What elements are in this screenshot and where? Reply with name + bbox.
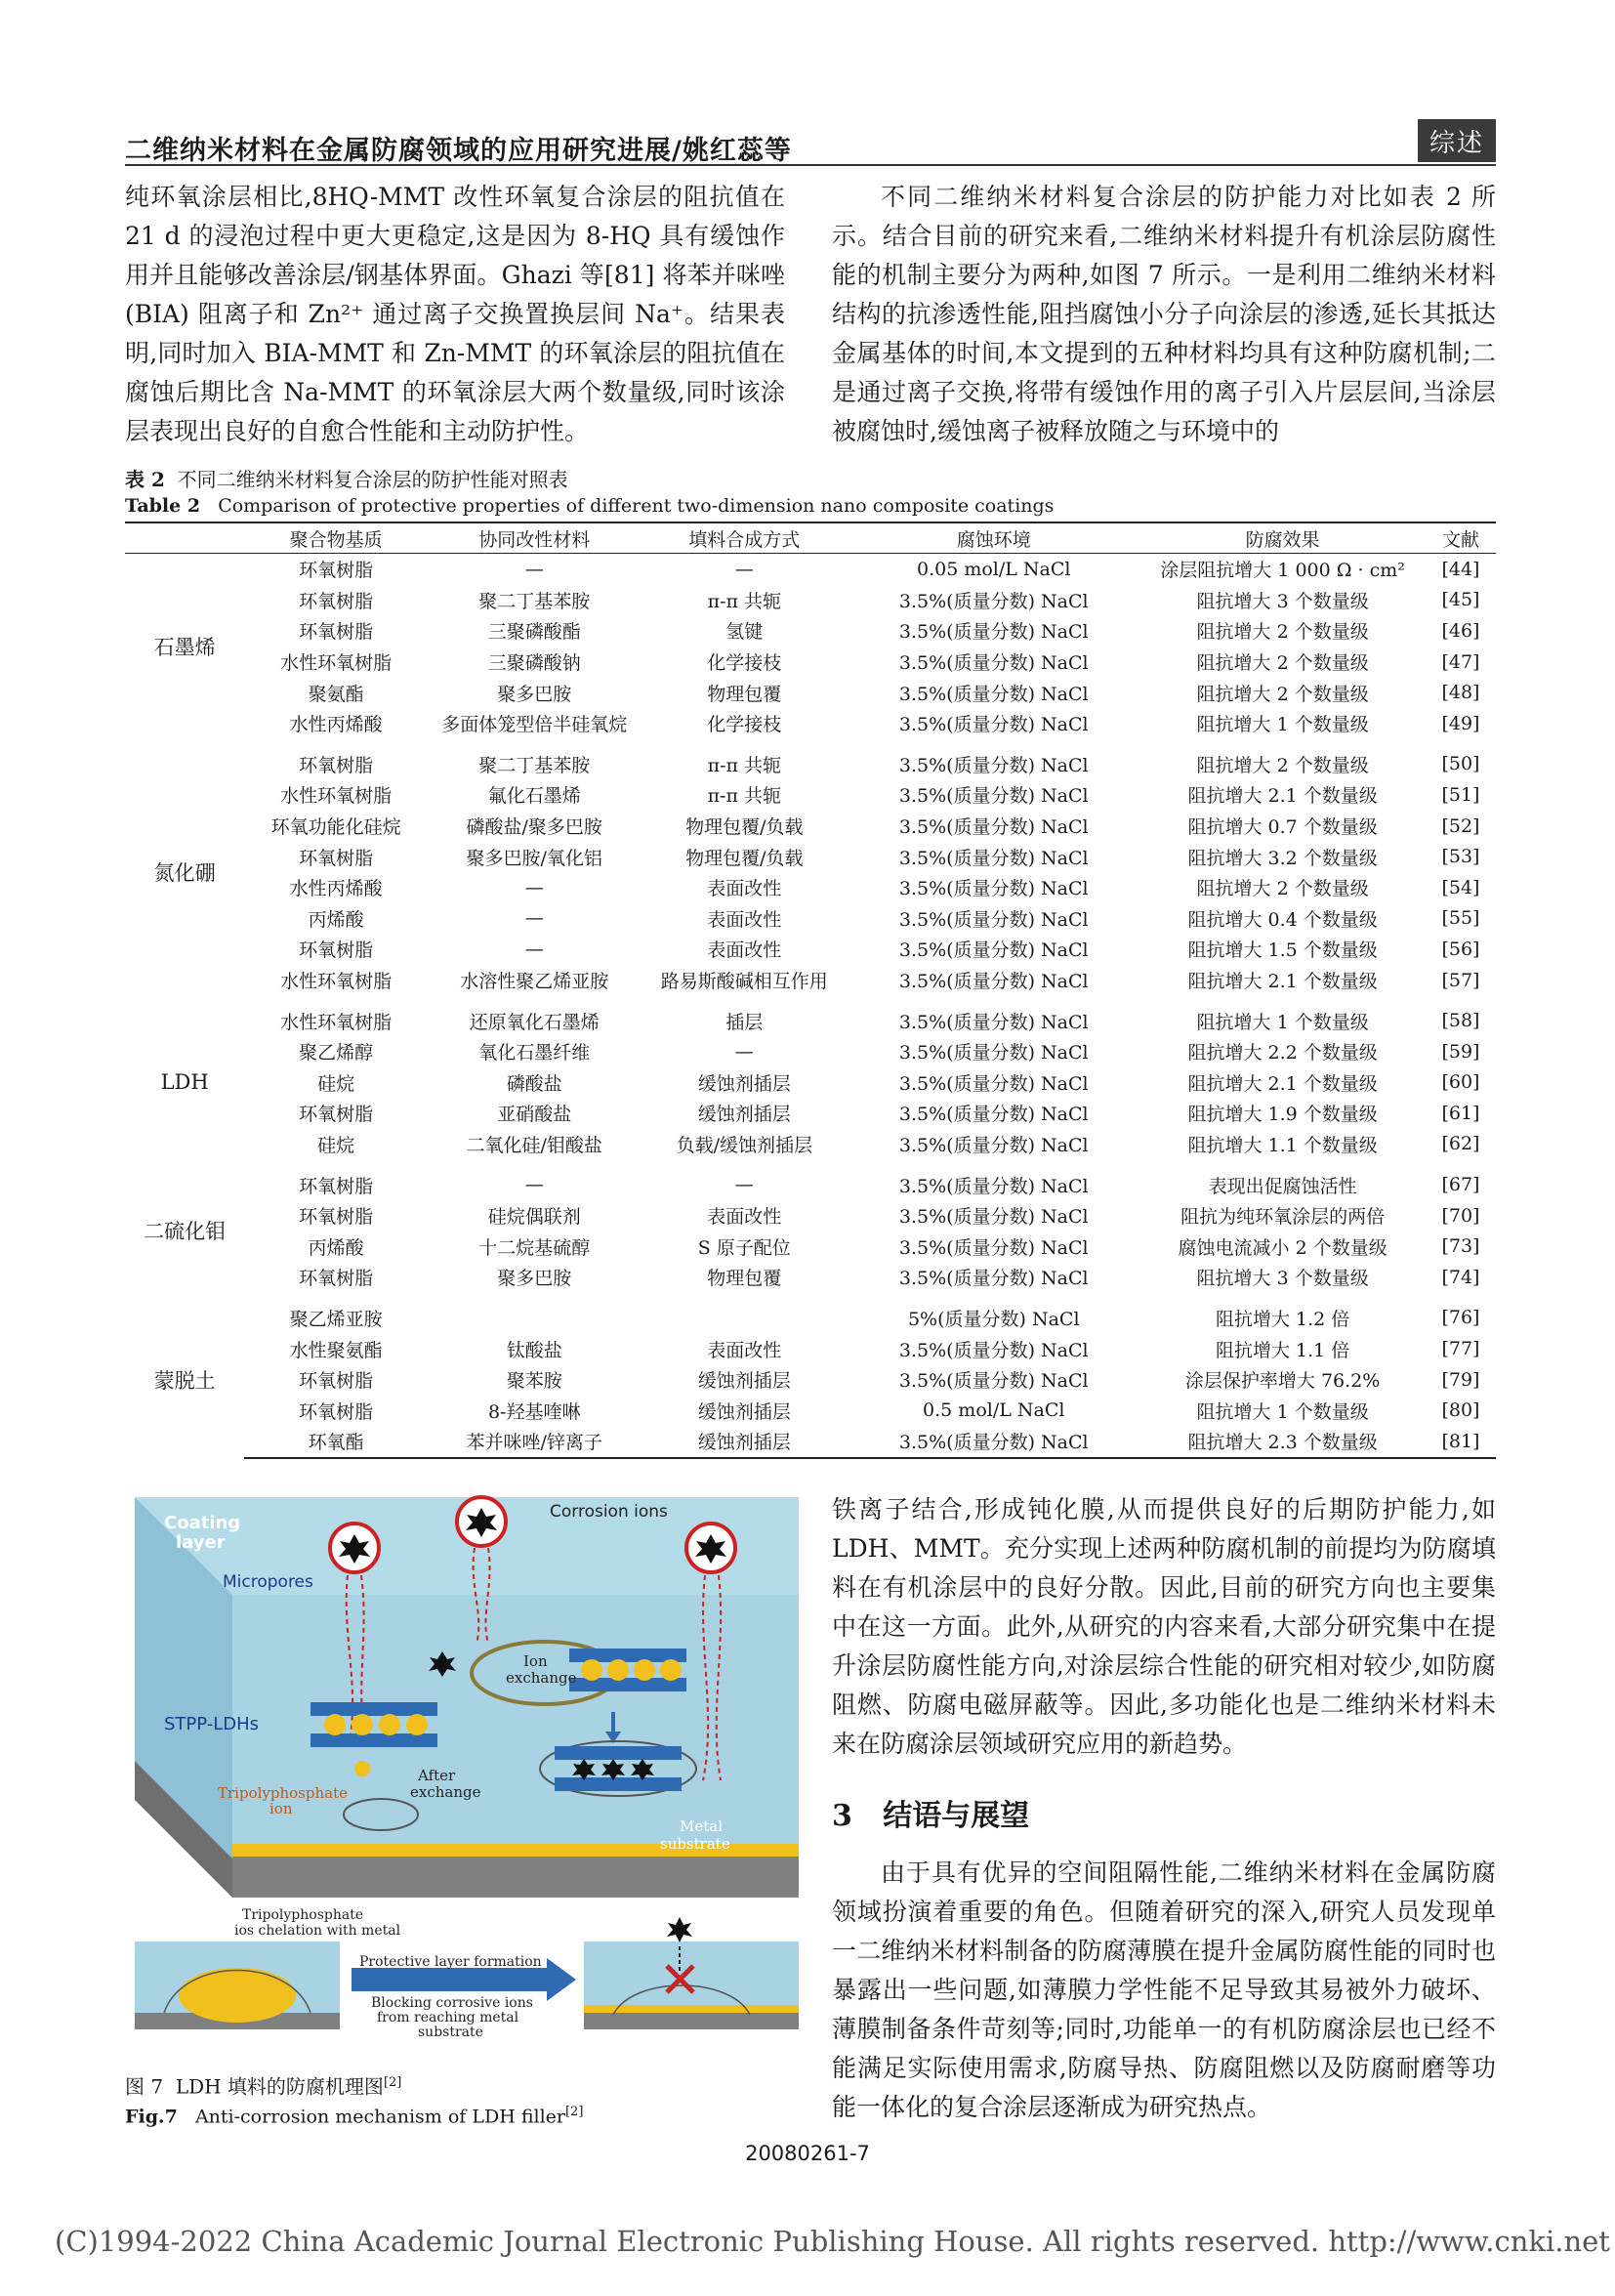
table-group-label: 蒙脱土: [153, 1369, 216, 1394]
table-cell: [58]: [1441, 1010, 1480, 1032]
table-cell: 3.5%(质量分数) NaCl: [898, 754, 1089, 776]
table-cell: 环氧树脂: [299, 1104, 374, 1126]
table-cell: 氟化石墨烯: [487, 785, 581, 808]
table-cell: 阻抗增大 1.1 倍: [1215, 1339, 1350, 1361]
table-group-label: 氮化硼: [153, 860, 216, 885]
table-cell: —: [524, 876, 544, 898]
table-cell: 化学接枝: [707, 714, 782, 736]
right-top-text: 不同二维纳米材料复合涂层的防护能力对比如表 2 所示。结合目前的研究来看,二维纳米材料提升有机涂层防腐性能的机制主要分为两种,如图 7 所示。一是利用二维纳米材料结构的抗渗透性能,阻挡腐蚀小分子向涂层的渗透,延长其抵达金属基体的时间,本文提到的五种材料均具有这种防腐机制;二是通过离子交换,将带有缓蚀作用的离子引入片层层间,当涂层被腐蚀时,缓蚀离子被释放随之与环境中的: [832, 183, 1496, 445]
table-cell: 3.5%(质量分数) NaCl: [898, 683, 1089, 705]
table-cell: —: [524, 558, 544, 580]
figure-caption-en-label: Fig.7: [125, 2106, 178, 2128]
table-cell: 3.5%(质量分数) NaCl: [898, 652, 1089, 675]
table-cell: [641, 1293, 848, 1334]
label-after-exchange-1: After: [418, 1767, 456, 1784]
table-cell: 水性环氧树脂: [280, 652, 393, 675]
figure-caption-en-ref: [2]: [564, 2105, 584, 2119]
table-cell: 水性聚氨酯: [289, 1339, 383, 1361]
label-tripoly-ion-2: ion: [269, 1800, 293, 1817]
table-row: [125, 554, 1496, 585]
table-cell: 阻抗增大 2.3 个数量级: [1139, 1426, 1426, 1458]
table-cell: 3.5%(质量分数) NaCl: [898, 621, 1089, 644]
table-cell: [54]: [1441, 876, 1480, 898]
table-cell: 环氧功能化硅烷: [270, 816, 401, 839]
table-cell: [76]: [1441, 1307, 1480, 1329]
table-cell: 聚乙烯亚胺: [289, 1308, 383, 1330]
panel-chelation: [135, 1941, 340, 2029]
table-cell: 3.5%(质量分数) NaCl: [898, 878, 1089, 900]
table-cell: 聚苯胺: [506, 1370, 562, 1393]
label-metal-2: substrate: [660, 1835, 730, 1853]
tripolyphosphate-ion-dot: [354, 1761, 370, 1776]
table-cell: [62]: [1441, 1133, 1480, 1155]
table-row: [125, 1262, 1496, 1293]
table-cell: 三聚磷酸酯: [487, 621, 581, 644]
table-cell: 化学接枝: [707, 652, 782, 675]
table-cell: 水溶性聚乙烯亚胺: [460, 971, 609, 993]
table-row: [125, 872, 1496, 903]
label-tripoly-ion-1: Tripolyphosphate: [218, 1784, 348, 1802]
table-cell: —: [734, 558, 754, 580]
table-cell: [47]: [1441, 650, 1480, 673]
header-environment: 腐蚀环境: [848, 522, 1139, 554]
table-row: [125, 903, 1496, 935]
table-header-row: [125, 522, 1496, 554]
table-cell: 表面改性: [707, 1206, 782, 1229]
table-cell: 阻抗增大 2.2 个数量级: [1187, 1042, 1378, 1065]
table-row: [125, 934, 1496, 965]
table-cell: 水性丙烯酸: [289, 878, 383, 900]
table-cell: 3.5%(质量分数) NaCl: [898, 816, 1089, 839]
table-row: [125, 1200, 1496, 1231]
table-cell: 3.5%(质量分数) NaCl: [898, 1236, 1089, 1259]
table-cell: 环氧树脂: [299, 939, 374, 962]
table-cell: [81]: [1426, 1426, 1496, 1458]
table-cell: [46]: [1441, 619, 1480, 642]
table-cell: 磷酸盐/聚多巴胺: [466, 816, 602, 839]
table-cell: [77]: [1441, 1338, 1480, 1360]
table-cell: 腐蚀电流减小 2 个数量级: [1178, 1236, 1387, 1259]
table-group-label: 石墨烯: [153, 635, 216, 659]
table-cell: 阻抗增大 0.7 个数量级: [1187, 816, 1378, 839]
table-cell: π-π 共轭: [707, 754, 781, 776]
right-top-paragraph: [832, 178, 1496, 451]
table-row: [125, 1426, 1496, 1458]
table-cell: 3.5%(质量分数) NaCl: [898, 1104, 1089, 1126]
ldh-stack-top: [569, 1649, 686, 1691]
section-title: 结语与展望: [883, 1799, 1030, 1833]
table-cell: 3.5%(质量分数) NaCl: [898, 1370, 1089, 1393]
section-heading: [832, 1791, 1029, 1834]
table-cell: [428, 1293, 641, 1334]
table-cell: 阻抗增大 2 个数量级: [1196, 878, 1369, 900]
table-cell: 环氧树脂: [299, 847, 374, 869]
table-cell: [73]: [1441, 1235, 1480, 1258]
figure-caption-en-text: Anti-corrosion mechanism of LDH filler: [194, 2106, 565, 2128]
table-caption-en: [125, 493, 1054, 519]
table-row: [125, 585, 1496, 616]
left-top-text: 纯环氧涂层相比,8HQ-MMT 改性环氧复合涂层的阻抗值在 21 d 的浸泡过程中更大更稳定,这是因为 8-HQ 具有缓蚀作用并且能够改善涂层/钢基体界面。Ghazi 等[81] 将苯并咪唑 (BIA) 阻离子和 Zn²⁺ 通过离子交换置换层间 Na⁺。结果表明,同时加入 BIA-MMT 和 Zn-MMT 的环氧涂层的阻抗值在腐蚀后期比含 Na-MMT 的环氧涂层大两个数量级,同时该涂层表现出良好的自愈合性能和主动防护性。: [125, 183, 785, 445]
label-metal-1: Metal: [680, 1817, 724, 1835]
table-cell: 缓蚀剂插层: [697, 1370, 791, 1393]
table-cell: 水性环氧树脂: [280, 971, 393, 993]
figure-7: [125, 1487, 808, 2044]
table-cell: 缓蚀剂插层: [697, 1400, 791, 1423]
table-row: [125, 995, 1496, 1036]
table-cell: [79]: [1441, 1368, 1480, 1391]
table-cell: [49]: [1441, 712, 1480, 734]
table-cell: 阻抗增大 1 个数量级: [1196, 714, 1369, 736]
label-stpp-ldhs: STPP-LDHs: [164, 1714, 260, 1734]
right-bottom-text: 铁离子结合,形成钝化膜,从而提供良好的后期防护能力,如 LDH、MMT。充分实现上述两种防腐机制的前提均为防腐填料在有机涂层中的良好分散。因此,目前的研究方向也主要集中在这一方面。此外,从研究的内容来看,大部分研究集中在提升涂层防腐性能方向,对涂层综合性能的研究相对较少,如防腐阻燃、防腐电磁屏蔽等。因此,多功能化也是二维纳米材料未来在防腐涂层领域研究应用的新趋势。: [832, 1495, 1496, 1758]
table-cell: 表面改性: [707, 908, 782, 931]
table-cell: 水性丙烯酸: [289, 714, 383, 736]
panel-blocked: [584, 1917, 799, 2029]
table-cell: 阻抗为纯环氧涂层的两倍: [1180, 1206, 1386, 1229]
table-cell: 路易斯酸碱相互作用: [660, 971, 828, 993]
table-cell: 阻抗增大 3.2 个数量级: [1187, 847, 1378, 869]
table-cell: [60]: [1441, 1071, 1480, 1094]
table-cell: [57]: [1441, 969, 1480, 991]
table-cell: 阻抗增大 1.9 个数量级: [1187, 1104, 1378, 1126]
table-cell: 十二烷基硫醇: [478, 1236, 591, 1259]
table-cell: [53]: [1441, 846, 1480, 868]
table-cell: 环氧树脂: [299, 1206, 374, 1229]
figure-caption-cn: [125, 2070, 401, 2100]
table-cell: 涂层保护率增大 76.2%: [1184, 1370, 1381, 1393]
section-text: 由于具有优异的空间阻隔性能,二维纳米材料在金属防腐领域扮演着重要的角色。但随着研究的深入,研究人员发现单一二维纳米材料制备的防腐薄膜在提升金属防腐性能的同时也暴露出一些问题,如薄膜力学性能不足导致其易被外力破坏、薄膜制备条件苛刻等;同时,功能单一的有机防腐涂层也已经不能满足实际使用需求,防腐导热、防腐阻燃以及防腐耐磨等功能一体化的复合涂层逐渐成为研究热点。: [832, 1858, 1496, 2121]
table-cell: 阻抗增大 1 个数量级: [1196, 1011, 1369, 1033]
table-cell: [48]: [1441, 682, 1480, 704]
table-group-label: 二硫化钼: [144, 1220, 227, 1244]
table-cell: 3.5%(质量分数) NaCl: [898, 971, 1089, 993]
table-cell: 表现出促腐蚀活性: [1208, 1175, 1357, 1197]
table-cell: π-π 共轭: [707, 785, 781, 808]
table-cell: 阻抗增大 2.1 个数量级: [1187, 1072, 1378, 1095]
table-cell: π-π 共轭: [707, 590, 781, 612]
table-cell: 聚二丁基苯胺: [478, 590, 591, 612]
table-cell: 涂层阻抗增大 1 000 Ω · cm²: [1160, 560, 1405, 582]
table-cell: 阻抗增大 2 个数量级: [1196, 683, 1369, 705]
table-row: [125, 1129, 1496, 1160]
label-micropores: Micropores: [223, 1572, 313, 1592]
table-cell: 亚硝酸盐: [497, 1104, 572, 1126]
table-cell: 0.5 mol/L NaCl: [923, 1399, 1065, 1422]
table-caption-cn-text: 不同二维纳米材料复合涂层的防护性能对照表: [177, 468, 568, 491]
table-row: [125, 1293, 1496, 1334]
table-cell: 3.5%(质量分数) NaCl: [898, 908, 1089, 931]
right-bottom-paragraph: [832, 1490, 1496, 1764]
section-badge: 综述: [1418, 119, 1496, 162]
table-cell: 阻抗增大 2.1 个数量级: [1187, 971, 1378, 993]
table-caption-cn: [125, 467, 568, 492]
table-cell: 环氧树脂: [299, 590, 374, 612]
table-caption-cn-label: 表 2: [125, 468, 165, 491]
table-cell: —: [524, 907, 544, 930]
table-cell: 聚多巴胺/氧化铝: [466, 847, 602, 869]
table-cell: 阻抗增大 2 个数量级: [1196, 652, 1369, 675]
table-cell: 插层: [725, 1011, 764, 1033]
label-blocking-2: from reaching metal: [377, 2010, 519, 2025]
table-cell: 3.5%(质量分数) NaCl: [898, 847, 1089, 869]
table-cell: —: [524, 938, 544, 960]
label-coating-1: Coating: [164, 1513, 241, 1533]
table-row: [125, 1364, 1496, 1396]
table-cell: —: [524, 1174, 544, 1196]
table-cell: [61]: [1441, 1102, 1480, 1124]
table-row: [125, 965, 1496, 996]
table-cell: 物理包覆: [707, 1268, 782, 1290]
table-cell: 阻抗增大 1.5 个数量级: [1187, 939, 1378, 962]
label-chelation-1: Tripolyphosphate: [242, 1907, 364, 1923]
coating-front-face: [232, 1595, 799, 1844]
figure-caption-cn-text: LDH 填料的防腐机理图: [175, 2074, 384, 2099]
table-cell: 3.5%(质量分数) NaCl: [898, 590, 1089, 612]
figure-caption-en: [125, 2100, 583, 2129]
table-cell: 阻抗增大 0.4 个数量级: [1187, 908, 1378, 931]
table-caption-en-text: Comparison of protective properties of different two-dimension nano composite coatings: [218, 495, 1055, 517]
table-cell: [51]: [1441, 783, 1480, 806]
figure-caption-cn-label: 图 7: [125, 2074, 164, 2099]
table-cell: 3.5%(质量分数) NaCl: [848, 1426, 1139, 1458]
label-blocking-3: substrate: [418, 2025, 483, 2040]
table-cell: 8-羟基喹啉: [487, 1400, 581, 1423]
table-row: [125, 677, 1496, 708]
table-cell: 阻抗增大 1.1 个数量级: [1187, 1134, 1378, 1156]
table-cell: 0.05 mol/L NaCl: [917, 558, 1071, 580]
table-cell: 3.5%(质量分数) NaCl: [898, 1206, 1089, 1229]
section-paragraph: [832, 1854, 1496, 2127]
table-group-label: LDH: [160, 1070, 209, 1095]
table-cell: 环氧树脂: [299, 621, 374, 644]
table-row: [125, 708, 1496, 739]
table-row: [125, 615, 1496, 647]
table-cell: 3.5%(质量分数) NaCl: [898, 1339, 1089, 1361]
table-cell: [67]: [1441, 1174, 1480, 1196]
label-after-exchange-2: exchange: [410, 1783, 481, 1801]
left-top-paragraph: [125, 178, 785, 451]
table-cell: 3.5%(质量分数) NaCl: [898, 785, 1089, 808]
table-cell: 聚氨酯: [308, 683, 364, 705]
table-cell: 环氧酯: [244, 1426, 428, 1458]
table-row: [125, 1395, 1496, 1426]
table-cell: 环氧树脂: [299, 1268, 374, 1290]
header-modifier: 协同改性材料: [428, 522, 641, 554]
comparison-table: [125, 522, 1496, 1459]
table-cell: 物理包覆: [707, 683, 782, 705]
table-cell: [56]: [1441, 938, 1480, 960]
table-cell: 苯并咪唑/锌离子: [428, 1426, 641, 1458]
table-cell: [52]: [1441, 814, 1480, 837]
table-cell: 聚二丁基苯胺: [478, 754, 591, 776]
header-group: [125, 522, 244, 554]
table-cell: 阻抗增大 2 个数量级: [1196, 621, 1369, 644]
table-cell: 还原氧化石墨烯: [469, 1011, 600, 1033]
label-ion-exchange-2: exchange: [506, 1669, 577, 1687]
table-cell: 表面改性: [707, 939, 782, 962]
header-reference: 文献: [1426, 522, 1496, 554]
table-cell: S 原子配位: [697, 1236, 791, 1259]
table-cell: 磷酸盐: [506, 1072, 562, 1095]
label-chelation-2: ios chelation with metal: [234, 1923, 401, 1939]
table-cell: 表面改性: [707, 878, 782, 900]
table-row: [125, 1067, 1496, 1099]
table-cell: —: [734, 1040, 754, 1063]
table-cell: 3.5%(质量分数) NaCl: [898, 714, 1089, 736]
table-cell: 缓蚀剂插层: [697, 1072, 791, 1095]
ldh-mechanism-diagram: [125, 1487, 808, 2044]
table-cell: 三聚磷酸钠: [487, 652, 581, 675]
table-cell: [55]: [1441, 907, 1480, 930]
table-cell: 阻抗增大 3 个数量级: [1196, 590, 1369, 612]
table-cell: [70]: [1441, 1204, 1480, 1227]
table-cell: 阻抗增大 2.1 个数量级: [1187, 785, 1378, 808]
table-cell: [80]: [1441, 1399, 1480, 1422]
table-cell: [59]: [1441, 1040, 1480, 1063]
metal-substrate: [232, 1857, 799, 1898]
table-cell: [45]: [1441, 589, 1480, 611]
table-cell: 环氧树脂: [299, 1370, 374, 1393]
header-effect: 防腐效果: [1139, 522, 1426, 554]
table-cell: 缓蚀剂插层: [641, 1426, 848, 1458]
table-cell: 丙烯酸: [308, 908, 364, 931]
table-row: [125, 811, 1496, 842]
table-cell: 缓蚀剂插层: [697, 1104, 791, 1126]
table-cell: 物理包覆/负载: [685, 847, 804, 869]
table-cell: 硅烷: [317, 1072, 355, 1095]
table-row: [125, 1159, 1496, 1200]
table-cell: 负载/缓蚀剂插层: [676, 1134, 812, 1156]
page-number: 20080261-7: [745, 2142, 870, 2165]
table-row: [125, 1098, 1496, 1129]
table-cell: 3.5%(质量分数) NaCl: [898, 1072, 1089, 1095]
table-cell: [74]: [1441, 1266, 1480, 1288]
table-row: [125, 1036, 1496, 1067]
table-cell: 阻抗增大 1.2 倍: [1215, 1308, 1350, 1330]
table-cell: 氧化石墨纤维: [478, 1042, 591, 1065]
header-polymer-matrix: 聚合物基质: [244, 522, 428, 554]
table-cell: 3.5%(质量分数) NaCl: [898, 1011, 1089, 1033]
table-cell: 氢键: [725, 621, 764, 644]
table-cell: 3.5%(质量分数) NaCl: [898, 939, 1089, 962]
table-cell: [44]: [1441, 558, 1480, 580]
table-cell: 聚多巴胺: [497, 683, 572, 705]
table-cell: 3.5%(质量分数) NaCl: [898, 1042, 1089, 1065]
table-cell: 环氧树脂: [299, 754, 374, 776]
table-caption-en-label: Table 2: [125, 495, 201, 517]
table-cell: 水性环氧树脂: [280, 785, 393, 808]
table-cell: 多面体笼型倍半硅氧烷: [441, 714, 628, 736]
section-number: 3: [832, 1799, 852, 1833]
label-coating-2: layer: [176, 1532, 226, 1553]
table-cell: 环氧树脂: [299, 1400, 374, 1423]
table-cell: —: [734, 1174, 754, 1196]
table-cell: 阻抗增大 2 个数量级: [1196, 754, 1369, 776]
header-synthesis: 填料合成方式: [641, 522, 848, 554]
table-cell: 钛酸盐: [506, 1339, 562, 1361]
table-cell: 硅烷偶联剂: [487, 1206, 581, 1229]
table-row: [125, 779, 1496, 811]
table-row: [125, 647, 1496, 678]
table-cell: 3.5%(质量分数) NaCl: [898, 1175, 1089, 1197]
table-cell: 3.5%(质量分数) NaCl: [898, 1268, 1089, 1290]
table-cell: 丙烯酸: [308, 1236, 364, 1259]
running-header-title: 二维纳米材料在金属防腐领域的应用研究进展/姚红蕊等: [125, 136, 792, 166]
table-cell: 聚乙烯醇: [299, 1042, 374, 1065]
table-cell: 环氧树脂: [299, 1175, 374, 1197]
copyright-footer: (C)1994-2022 China Academic Journal Electronic Publishing House. All rights reserved. http://www.cnki.net: [55, 2225, 1610, 2258]
table-cell: 表面改性: [707, 1339, 782, 1361]
table-cell: 5%(质量分数) NaCl: [907, 1308, 1080, 1330]
label-blocking-1: Blocking corrosive ions: [371, 1995, 533, 2011]
table-cell: 3.5%(质量分数) NaCl: [898, 1134, 1089, 1156]
table-cell: 环氧树脂: [299, 560, 374, 582]
label-ion-exchange-1: Ion: [523, 1652, 548, 1670]
header-rule: [125, 164, 1496, 166]
label-corrosion-ions: Corrosion ions: [550, 1502, 668, 1522]
table-cell: [50]: [1441, 753, 1480, 775]
table-cell: 聚多巴胺: [497, 1268, 572, 1290]
table-row: [125, 1231, 1496, 1262]
table-cell: 阻抗增大 3 个数量级: [1196, 1268, 1369, 1290]
table-cell: 阻抗增大 1 个数量级: [1196, 1400, 1369, 1423]
table-cell: 水性环氧树脂: [280, 1011, 393, 1033]
label-protective: Protective layer formation: [359, 1954, 542, 1970]
table-row: [125, 841, 1496, 872]
table-row: [125, 739, 1496, 780]
table-cell: 二氧化硅/钼酸盐: [466, 1134, 602, 1156]
table-cell: 硅烷: [317, 1134, 355, 1156]
figure-caption-ref: [2]: [383, 2075, 402, 2090]
table-cell: 物理包覆/负载: [685, 816, 804, 839]
table-row: [125, 1333, 1496, 1364]
